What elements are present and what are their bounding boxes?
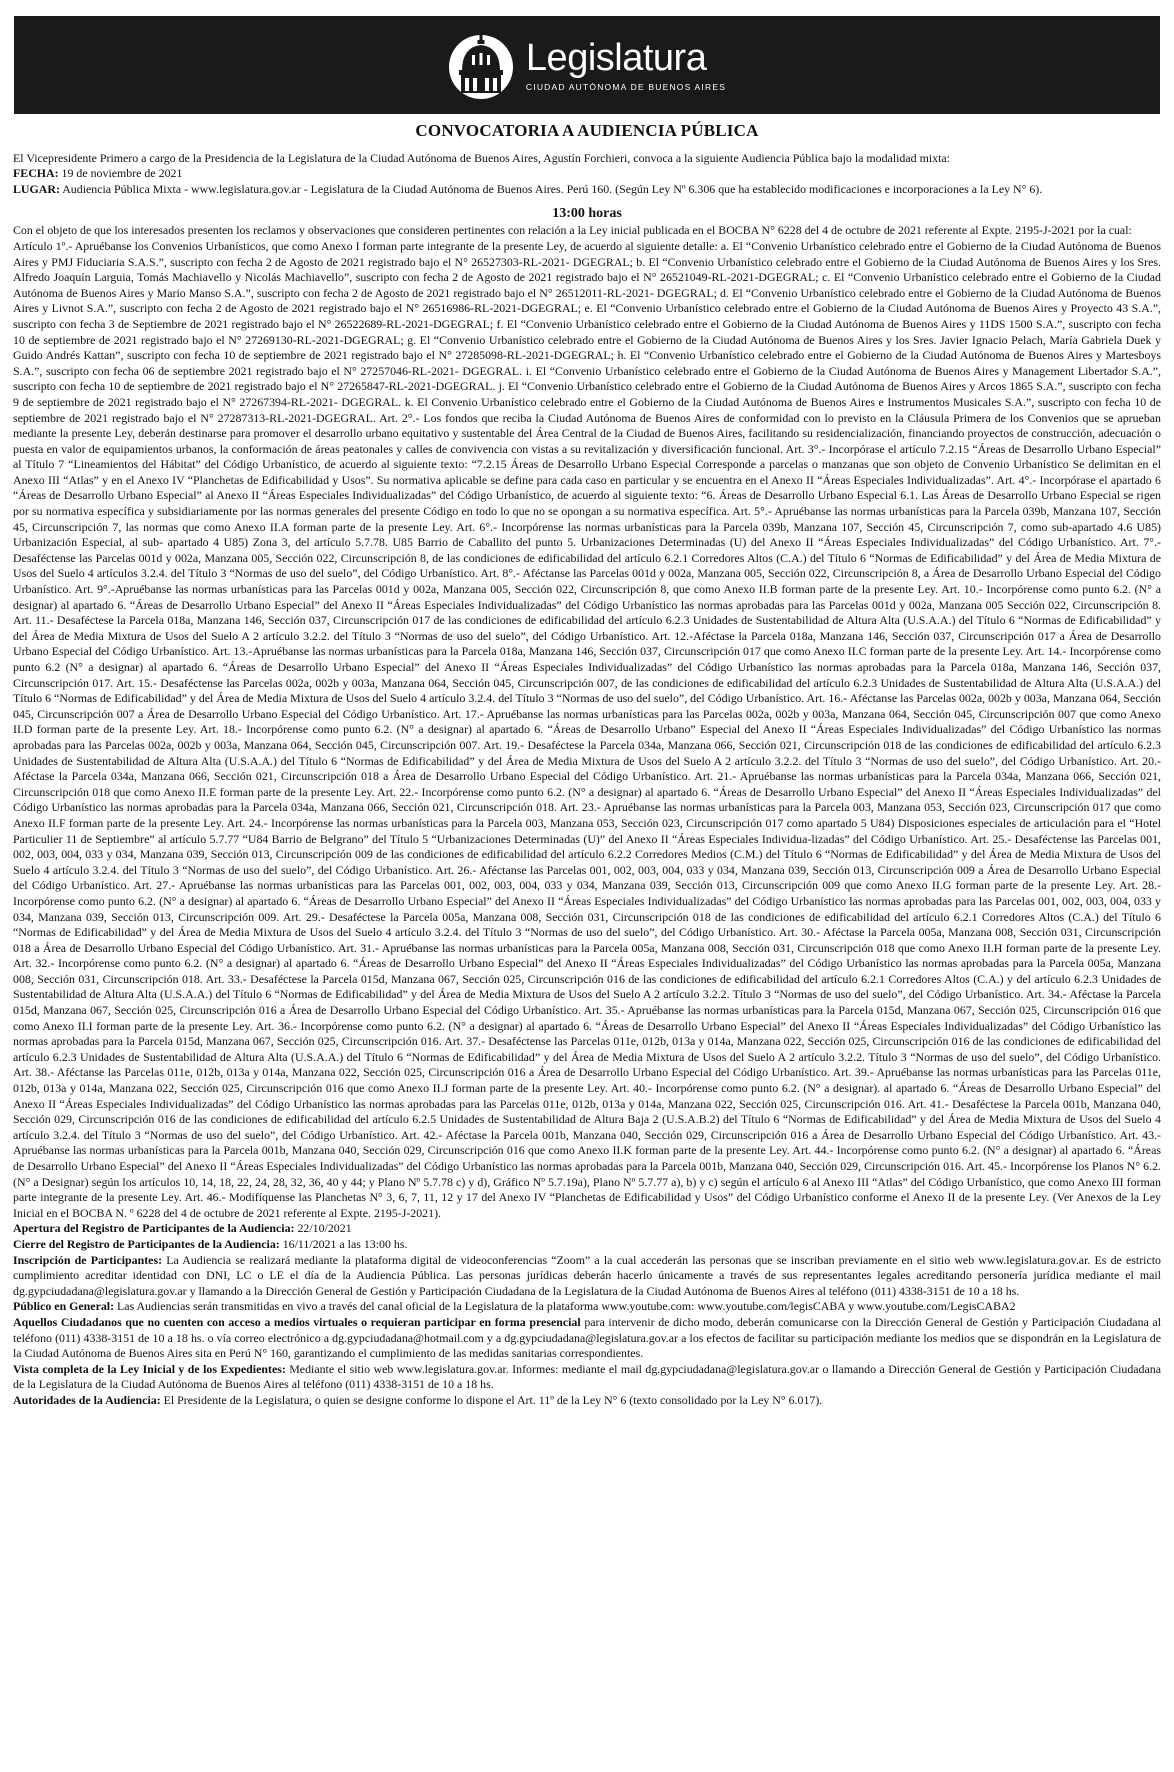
ciudadanos-label: Aquellos Ciudadanos que no cuenten con acceso a medios virtuales o requieran participar en forma presencial: [13, 1314, 581, 1329]
autoridades-value: El Presidente de la Legislatura, o quien se designe conforme lo dispone el Art. 11º de la Ley N° 6 (texto consolidado por la Ley N° 6.017).: [160, 1392, 823, 1407]
lugar-line: [13, 182, 1161, 198]
cierre-value: 16/11/2021 a las 13:00 hs.: [279, 1236, 408, 1251]
fecha-label: FECHA:: [13, 166, 59, 181]
ciudadanos-value: para intervenir de dicho modo, deberán comunicarse con la Dirección General de Gestión y Participación Ciudadana al teléfono (011) 4338-3151 de 10 a 18 hs. o vía correo electrónico a dg.gypciudadana@hotmail.com y a dg.gypciudadana@legislatura.gov.ar a los efectos de facilitar su participación mediante los medios que se dispondrán en la Legislatura de la Ciudad Autónoma de Buenos Aires sita en Perú N° 160, garantizando el cumplimiento de las medidas sanitarias correspondientes.: [13, 1314, 1161, 1361]
fecha-value: 19 de noviembre de 2021: [58, 166, 183, 181]
apertura-line: [13, 1221, 1161, 1237]
articulado-paragraph: Artículo 1º.- Apruébanse los Convenios Urbanísticos, que como Anexo I forman parte integrante de la presente Ley, de acuerdo al siguiente detalle: a. El “Convenio Urbanístico celebrado entre el Gobierno de la Ciudad Autónoma de Buenos Aires y PMJ Fiduciaria S.A.S.”, suscripto con fecha 2 de Agosto de 2021 registrado bajo el N° 26527303-RL-2021- DGEGRAL; b. El “Convenio Urbanístico celebrado entre el Gobierno de la Ciudad Autónoma de Buenos Aires y los Sres. Alfredo Joaquín Larguia, Tomás Machiavello y Nicolás Machiavello”, suscripto con fecha 2 de Agosto de 2021 registrado bajo el N° 26521049-RL-2021-DGEGRAL; c. El “Convenio Urbanístico celebrado entre el Gobierno de la Ciudad Autónoma de Buenos Aires y Mario Manso S.A.”, suscripto con fecha 2 de Agosto de 2021 registrado bajo el N° 26512011-RL-2021- DGEGRAL; d. El “Convenio Urbanístico celebrado entre el Gobierno de la Ciudad Autónoma de Buenos Aires y Livnot S.A.”, suscripto con fecha 2 de Agosto de 2021 registrado bajo el N° 26516986-RL-2021-DGEGRAL; e. El “Convenio Urbanístico celebrado entre el Gobierno de la Ciudad Autónoma de Buenos Aires y Proyecto 43 S.A.”, suscripto con fecha 3 de Septiembre de 2021 registrado bajo el N° 26522689-RL-2021-DGEGRAL; f. El “Convenio Urbanístico celebrado entre el Gobierno de la Ciudad Autónoma de Buenos Aires y 11DS 1500 S.A.”, suscripto con fecha 10 de septiembre de 2021 registrado bajo el N° 27269130-RL-2021-DGEGRAL; g. El “Convenio Urbanístico celebrado entre el Gobierno de la Ciudad Autónoma de Buenos Aires y los Sres. Javier Ignacio Pelach, María Gabriela Duek y Guido Andrés Kattan”, suscripto con fecha 10 de septiembre de 2021 registrado bajo el N° 27285098-RL-2021-DGEGRAL; h. El “Convenio Urbanístico celebrado entre el Gobierno de la Ciudad Autónoma de Buenos Aires y Martesboys S.A.”, suscripto con fecha 06 de septiembre 2021 registrado bajo el N° 27257046-RL-2021- DGEGRAL. i. El “Convenio Urbanístico celebrado entre el Gobierno de la Ciudad Autónoma de Buenos Aires y Management Libertador S.A.”, suscripto con fecha 10 de septiembre de 2021 registrado bajo el N° 27265847-RL-2021-DGEGRAL. j. El “Convenio Urbanístico celebrado entre el Gobierno de la Ciudad Autónoma de Buenos Aires y Arcos 1865 S.A.”, suscripto con fecha 9 de septiembre de 2021 registrado bajo el N° 27267394-RL-2021- DGEGRAL. k. El Convenio Urbanístico celebrado entre el Gobierno de la Ciudad Autónoma de Buenos Aires e Instrumentos Musicales S.A.”, suscripto con fecha 10 de septiembre de 2021 registrado bajo el N° 27287313-RL-2021-DGEGRAL. Art. 2°.- Los fondos que reciba la Ciudad Autónoma de Buenos Aires de conformidad con lo previsto en la Cláusula Primera de los Convenios que se aprueban mediante la presente Ley, deberán destinarse para promover el desarrollo urbano equitativo y sustentable del Área Central de la Ciudad de Buenos Aires, facilitando su residencialización, financiando proyectos de construcción, adecuación o puesta en valor de equipamientos urbanos, la conformación de áreas peatonales y calles de convivencia con vistas a su revitalización y diversificación funcional. Art. 3°.- Incorpórase el artículo 7.2.15 “Áreas de Desarrollo Urbano Especial” al Título 7 “Lineamientos del Hábitat” del Código Urbanístico, de acuerdo al siguiente texto: “7.2.15 Áreas de Desarrollo Urbano Especial Corresponde a parcelas o manzanas que son objeto de Convenio Urbanístico Se delimitan en el Anexo III “Atlas” y en el Anexo IV “Planchetas de Edificabilidad y Usos”. Su normativa aplicable se define para cada caso en particular y se encuentra en el Anexo II “Áreas Especiales Individualizadas”. Art. 4°.- Incorpórase el apartado 6 “Áreas de Desarrollo Urbano Especial” al Anexo II “Áreas Especiales Individualizadas” del Código Urbanístico, de acuerdo al siguiente texto: “6. Áreas de Desarrollo Urbano Especial 6.1. Las Áreas de Desarrollo Urbano Especial se rigen por su normativa específica y subsidiariamente por las normas generales del presente Código en todo lo que no se opongan a su normativa específica. Art. 5°.- Apruébanse las normas urbanísticas para la Parcela 039b, Manzana 107, Sección 45, Circunscripción 7, las normas que como Anexo II.A forman parte de la presente Ley. Art. 6°.- Incorpórense las normas urbanísticas para la Parcela 039b, Manzana 107, Sección 45, Circunscripción 7, como sub-apartado 4.6 U85) Urbanización Especial, al sub- apartado 4 U85) Zona 3, del artículo 5.7.78. U85 Barrio de Caballito del punto 5. Urbanizaciones Determinadas (U) del Anexo II “Áreas Especiales Individualizadas” del Código Urbanístico. Art. 7°.- Desaféctense las Parcelas 001d y 002a, Manzana 005, Sección 022, Circunscripción 8, de las condiciones de edificabilidad del artículo 6.2.1 Corredores Altos (C.A.) del Título 6 “Normas de Edificabilidad” y del Área de Media Mixtura de Usos del Suelo 4 artículos 3.2.4. del Título 3 “Normas de uso del suelo”, del Código Urbanístico. Art. 8°.- Aféctanse las Parcelas 001d y 002a, Manzana 005, Sección 022, Circunscripción 8, a Área de Desarrollo Urbano Especial del Código Urbanístico. Art. 9°.-Apruébanse las normas urbanísticas para las Parcelas 001d y 002a, Manzana 005, Sección 022, Circunscripción 8, que como Anexo II.B forman parte de la presente Ley. Art. 10.- Incorpórense como punto 6.2. (N° a designar) al apartado 6. “Áreas de Desarrollo Urbano Especial” del Anexo II “Áreas Especiales Individualizadas” del Código Urbanístico las normas aprobadas para las Parcelas 001d y 002a, Manzana 005 Sección 022, Circunscripción 8. Art. 11.- Desaféctese la Parcela 018a, Manzana 146, Sección 037, Circunscripción 017 de las condiciones de edificabilidad del artículo 6.2.3 Unidades de Sustentabilidad de Altura Alta (U.S.A.A.) del Título 6 “Normas de Edificabilidad” y del Área de Media Mixtura de Usos del Suelo A 2 artículo 3.2.2. del Título 3 “Normas de uso del suelo”, del Código Urbanístico. Art. 12.-Aféctase la Parcela 018a, Manzana 146, Sección 037, Circunscripción 017 a Área de Desarrollo Urbano Especial del Código Urbanístico. Art. 13.-Apruébanse las normas urbanísticas para la Parcela 018a, Manzana 146, Sección 037, Circunscripción 017 que como Anexo II.C forman parte de la presente Ley. Art. 14.- Incorpórense como punto 6.2 (N° a designar) al apartado 6. “Áreas de Desarrollo Urbano Especial” del Anexo II “Áreas Especiales Individualizadas” del Código Urbanístico las normas aprobadas para la Parcela 018a, Manzana 146, Sección 037, Circunscripción 017. Art. 15.- Desaféctense las Parcelas 002a, 002b y 003a, Manzana 064, Sección 045, Circunscripción 007, de las condiciones de edificabilidad del artículo 6.2.3 Unidades de Sustentabilidad de Altura Alta (U.S.A.A.) del Título 6 “Normas de Edificabilidad” y del Área de Media Mixtura de Usos del Suelo 4 artículo 3.2.4. del Título 3 “Normas de uso del suelo”, del Código Urbanístico. Art. 16.- Aféctanse las Parcelas 002a, 002b y 003a, Manzana 064, Sección 045, Circunscripción 007 a Área de Desarrollo Urbano Especial del Código Urbanístico. Art. 17.- Apruébanse las normas urbanísticas para las Parcelas 002a, 002b y 003a, Manzana 064, Sección 045, Circunscripción 007 que como Anexo II.D forman parte de la presente Ley. Art. 18.- Incorpórense como punto 6.2. (N° a designar) al apartado 6. “Áreas de Desarrollo Urbano” Especial del Anexo II “Áreas Especiales Individualizadas” del Código Urbanístico las normas aprobadas para las Parcelas 002a, 002b y 003a, Manzana 064, Sección 045, Circunscripción 007. Art. 19.- Desaféctese la Parcela 034a, Manzana 066, Sección 021, Circunscripción 018 de las condiciones de edificabilidad del artículo 6.2.3 Unidades de Sustentabilidad de Altura Alta (U.S.A.A.) del Título 6 “Normas de Edificabilidad” y del Área de Media Mixtura de Usos del Suelo A 2 artículo 3.2.2. del Título 3 “Normas de uso del suelo”, del Código Urbanístico. Art. 20.- Aféctase la Parcela 034a, Manzana 066, Sección 021, Circunscripción 018 a Área de Desarrollo Urbano Especial del Código Urbanístico. Art. 21.- Apruébanse las normas urbanísticas para la Parcela 034a, Manzana 066, Sección 021, Circunscripción 018 que como Anexo II.E forman parte de la presente Ley. Art. 22.- Incorpórense como punto 6.2. (N° a designar) al apartado 6. “Áreas de Desarrollo Urbano Especial” del Anexo II “Áreas Especiales Individualizadas” del Código Urbanístico las normas aprobadas para la Parcela 034a, Manzana 066, Sección 021, Circunscripción 018. Art. 23.- Apruébanse las normas urbanísticas para la Parcela 003, Manzana 053, Sección 023, Circunscripción 017 que como Anexo II.F forman parte de la presente Ley. Art. 24.- Incorpórense las normas urbanísticas para la Parcela 003, Manzana 053, Sección 023, Circunscripción 017 como apartado 5 U84) Disposiciones especiales de articulación para el “Hotel Particulier 11 de Septiembre” al artículo 5.7.77 “U84 Barrio de Belgrano” del Título 5 “Urbanizaciones Determinadas (U)” del Anexo II “Áreas Especiales Individua-lizadas” del Código Urbanístico. Art. 25.- Desaféctense las Parcelas 001, 002, 003, 004, 033 y 034, Manzana 039, Sección 013, Circunscripción 009 de las condiciones de edificabilidad del artículo 6.2.2 Corredores Medios (C.M.) del Título 6 “Normas de Edificabilidad” y del Área de Media Mixtura de Usos del Suelo 4 artículo 3.2.4. del Título 3 “Normas de uso del suelo”, del Código Urbanístico. Art. 26.- Aféctanse las Parcelas 001, 002, 003, 004, 033 y 034, Manzana 039, Sección 013, Circunscripción 009 a Área de Desarrollo Urbano Especial del Código Urbanístico. Art. 27.- Apruébanse las normas urbanísticas para las Parcelas 001, 002, 003, 004, 033 y 034, Manzana 039, Sección 013, Circunscripción 009 que como Anexo II.G forman parte de la presente Ley. Art. 28.- Incorpórense como punto 6.2. (N° a designar) al apartado 6. “Áreas de Desarrollo Urbano Especial” del Anexo II “Áreas Especiales Individualizadas” del Código Urbanístico las normas aprobadas para las Parcelas 001, 002, 003, 004, 033 y 034, Manzana 039, Sección 013, Circunscripción 009. Art. 29.- Desaféctese la Parcela 005a, Manzana 008, Sección 031, Circunscripción 018 de las condiciones de edificabilidad del artículo 6.2.1 Corredores Altos (C.A.) del Título 6 “Normas de Edificabilidad” y del Área de Media Mixtura de Usos del Suelo 4 artículo 3.2.4. del Título 3 “Normas de uso del suelo”, del Código Urbanístico. Art. 30.- Aféctase la Parcela 005a, Manzana 008, Sección 031, Circunscripción 018 a Área de Desarrollo Urbano Especial del Código Urbanístico. Art. 31.- Apruébanse las normas urbanísticas para la Parcela 005a, Manzana 008, Sección 031, Circunscripción 018 que como Anexo II.H forman parte de la presente Ley. Art. 32.- Incorpórense como punto 6.2. (N° a designar) al apartado 6. “Áreas de Desarrollo Urbano Especial” del Anexo II “Áreas Especiales Individualizadas” del Código Urbanístico las normas aprobadas para la Parcela 005a, Manzana 008, Sección 031, Circunscripción 018. Art. 33.- Desaféctese la Parcela 015d, Manzana 067, Sección 025, Circunscripción 016 de las condiciones de edificabilidad del artículo 6.2.1 Corredores Altos (C.A.) y del artículo 6.2.3 Unidades de Sustentabilidad de Altura Alta (U.S.A.A.) del Título 6 “Normas de Edificabilidad” y del Área de Media Mixtura de Usos del Suelo A 2 artículo 3.2.2. Título 3 “Normas de uso del suelo”, del Código Urbanístico. Art. 34.- Aféctase la Parcela 015d, Manzana 067, Sección 025, Circunscripción 016 a Área de Desarrollo Urbano Especial del Código Urbanístico. Art. 35.- Apruébanse las normas urbanísticas para la Parcela 015d, Manzana 067, Sección 025, Circunscripción 016 que como Anexo II.I forman parte de la presente Ley. Art. 36.- Incorpórense como punto 6.2. (N° a designar) al apartado 6. “Áreas de Desarrollo Urbano Especial” del Anexo II “Áreas Especiales Individualizadas” del Código Urbanístico las normas aprobadas para la Parcela 015d, Manzana 067, Sección 025, Circunscripción 016. Art. 37.- Desaféctense las Parcelas 011e, 012b, 013a y 014a, Manzana 022, Sección 025, Circunscripción 016 de las condiciones de edificabilidad del artículo 6.2.3 Unidades de Sustentabilidad de Altura Alta (U.S.A.A.) del Título 6 “Normas de Edificabilidad” y del Área de Media Mixtura de Usos del Suelo A 2 artículo 3.2.2. Título 3 “Normas de uso del suelo”, del Código Urbanístico. Art. 38.- Aféctanse las Parcelas 011e, 012b, 013a y 014a, Manzana 022, Sección 025, Circunscripción 016 a Área de Desarrollo Urbano Especial del Código Urbanístico. Art. 39.- Apruébanse las normas urbanísticas para las Parcelas 011e, 012b, 013a y 014a, Manzana 022, Sección 025, Circunscripción 016 que como Anexo II.J forman parte de la presente Ley. Art. 40.- Incorpórense como punto 6.2. (N° a designar). al apartado 6. “Áreas de Desarrollo Urbano Especial” del Anexo II “Áreas Especiales Individualizadas” del Código Urbanístico las normas aprobadas para las Parcelas 011e, 012b, 013a y 014a, Manzana 022, Sección 025, Circunscripción 016. Art. 41.- Desaféctese la Parcela 001b, Manzana 040, Sección 029, Circunscripción 016 de las condiciones de edificabilidad del artículo 6.2.5 Unidades de Sustentabilidad de Altura Baja 2 (U.S.A.B.2) del Título 6 “Normas de Edificabilidad” y del Área de Media Mixtura de Usos del Suelo 4 artículo 3.2.4. del Título 3 “Normas de uso del suelo”, del Código Urbanístico. Art. 42.- Aféctase la Parcela 001b, Manzana 040, Sección 029, Circunscripción 016 a Área de Desarrollo Urbano Especial del Código Urbanístico. Art. 43.- Apruébanse las normas urbanísticas para la Parcela 001b, Manzana 040, Sección 029, Circunscripción 016 que como Anexo II.K forman parte de la presente Ley. Art. 44.- Incorpórense como punto 6.2. (N° a designar) al apartado 6. “Áreas de Desarrollo Urbano Especial” del Anexo II “Áreas Especiales Individualizadas” del Código Urbanístico las normas aprobadas para la Parcela 001b, Manzana 040, Sección 029, Circunscripción 016. Art. 45.- Incorpórense los Planos N° 6.2. (N° a Designar) según los artículos 10, 14, 18, 22, 24, 28, 32, 36, 40 y 44; y Plano Nº 5.7.78 c) y d), Gráfico Nº 5.7.19a), Plano Nº 5.7.77 a), b) y c) según el artículo 6 al Anexo III “Atlas” del Código Urbanístico, que como Anexo III forman parte integrante de la presente Ley. Art. 46.- Modifíquense las Planchetas N° 3, 6, 7, 11, 12 y 17 del Anexo IV “Planchetas de Edificabilidad y Usos” del Código Urbanístico conforme el Anexo II de la presente Ley. (Ver Anexos de la Ley Inicial en el BOCBA N. º 6228 del 4 de octubre de 2021 referente al Expte. 2195-J-2021).: [13, 238, 1161, 1220]
publico-value: Las Audiencias serán transmitidas en vivo a través del canal oficial de la Legislatura de la plataforma www.youtube.com: www.youtube.com/legisCABA y www.youtube.com/LegisCABA2: [114, 1299, 1016, 1314]
apertura-value: 22/10/2021: [294, 1221, 352, 1236]
vista-value: Mediante el sitio web www.legislatura.gov.ar. Informes: mediante el mail dg.gypciudadana@legislatura.gov.ar o llamando a Dirección General de Gestión y Participación Ciudadana de la Legislatura de la Ciudad Autónoma de Buenos Aires al teléfono (011) 4338-3151 de 10 a 18 hs.: [13, 1361, 1161, 1392]
legislatura-dome-icon: [448, 25, 514, 105]
apertura-label: Apertura del Registro de Participantes de la Audiencia:: [13, 1221, 295, 1236]
vista-paragraph: [13, 1362, 1161, 1393]
legislatura-logo: [448, 25, 726, 105]
intro-paragraph: El Vicepresidente Primero a cargo de la Presidencia de la Legislatura de la Ciudad Autónoma de Buenos Aires, Agustín Forchieri, convoca a la siguiente Audiencia Pública bajo la modalidad mixta:: [13, 150, 950, 165]
document-title: CONVOCATORIA A AUDIENCIA PÚBLICA: [415, 121, 759, 140]
lugar-value: Audiencia Pública Mixta - www.legislatura.gov.ar - Legislatura de la Ciudad Autónoma de Buenos Aires. Perú 160. (Según Ley Nº 6.306 que ha establecido modificaciones e incorporaciones a la Ley N° 6).: [59, 181, 1043, 196]
autoridades-label: Autoridades de la Audiencia:: [13, 1392, 161, 1407]
ciudadanos-paragraph: [13, 1315, 1161, 1362]
document-body: [13, 120, 1161, 1409]
autoridades-line: [13, 1393, 1161, 1409]
cierre-line: [13, 1237, 1161, 1253]
inscripcion-value: La Audiencia se realizará mediante la plataforma digital de videoconferencias “Zoom” a la cual accederán las personas que se inscriban previamente en el sitio web www.legislatura.gov.ar. Es de estricto cumplimiento acreditar identidad con DNI, LC o LE el día de la Audiencia Pública. Las personas jurídicas deberán hacerlo únicamente a través de sus representantes legales acreditando personería jurídica mediante el mail dg.gypciudadana@legislatura.gov.ar y llamando a la Dirección General de Gestión y Participación Ciudadana de la Legislatura de la Ciudad Autónoma de Buenos Aires al teléfono (011) 4338-3151 de 10 a 18 hs.: [13, 1252, 1161, 1298]
objeto-paragraph: Con el objeto de que los interesados presenten los reclamos y observaciones que consideren pertinentes con relación a la Ley inicial publicada en el BOCBA N° 6228 del 4 de octubre de 2021 referente al Expte. 2195-J-2021 por la cual:: [13, 223, 1132, 238]
fecha-line: [13, 166, 1161, 182]
cierre-label: Cierre del Registro de Participantes de la Audiencia:: [13, 1236, 280, 1251]
logo-subtitle: CIUDAD AUTÓNOMA DE BUENOS AIRES: [525, 82, 727, 92]
header-banner: [14, 16, 1160, 114]
inscripcion-label: Inscripción de Participantes:: [13, 1252, 163, 1267]
publico-line: [13, 1299, 1161, 1315]
inscripcion-paragraph: [13, 1253, 1161, 1300]
publico-label: Público en General:: [13, 1299, 115, 1314]
hora-heading: 13:00 horas: [552, 206, 622, 222]
vista-label: Vista completa de la Ley Inicial y de los Expedientes:: [13, 1361, 286, 1376]
lugar-label: LUGAR:: [13, 181, 60, 196]
logo-title: Legislatura: [525, 37, 707, 79]
